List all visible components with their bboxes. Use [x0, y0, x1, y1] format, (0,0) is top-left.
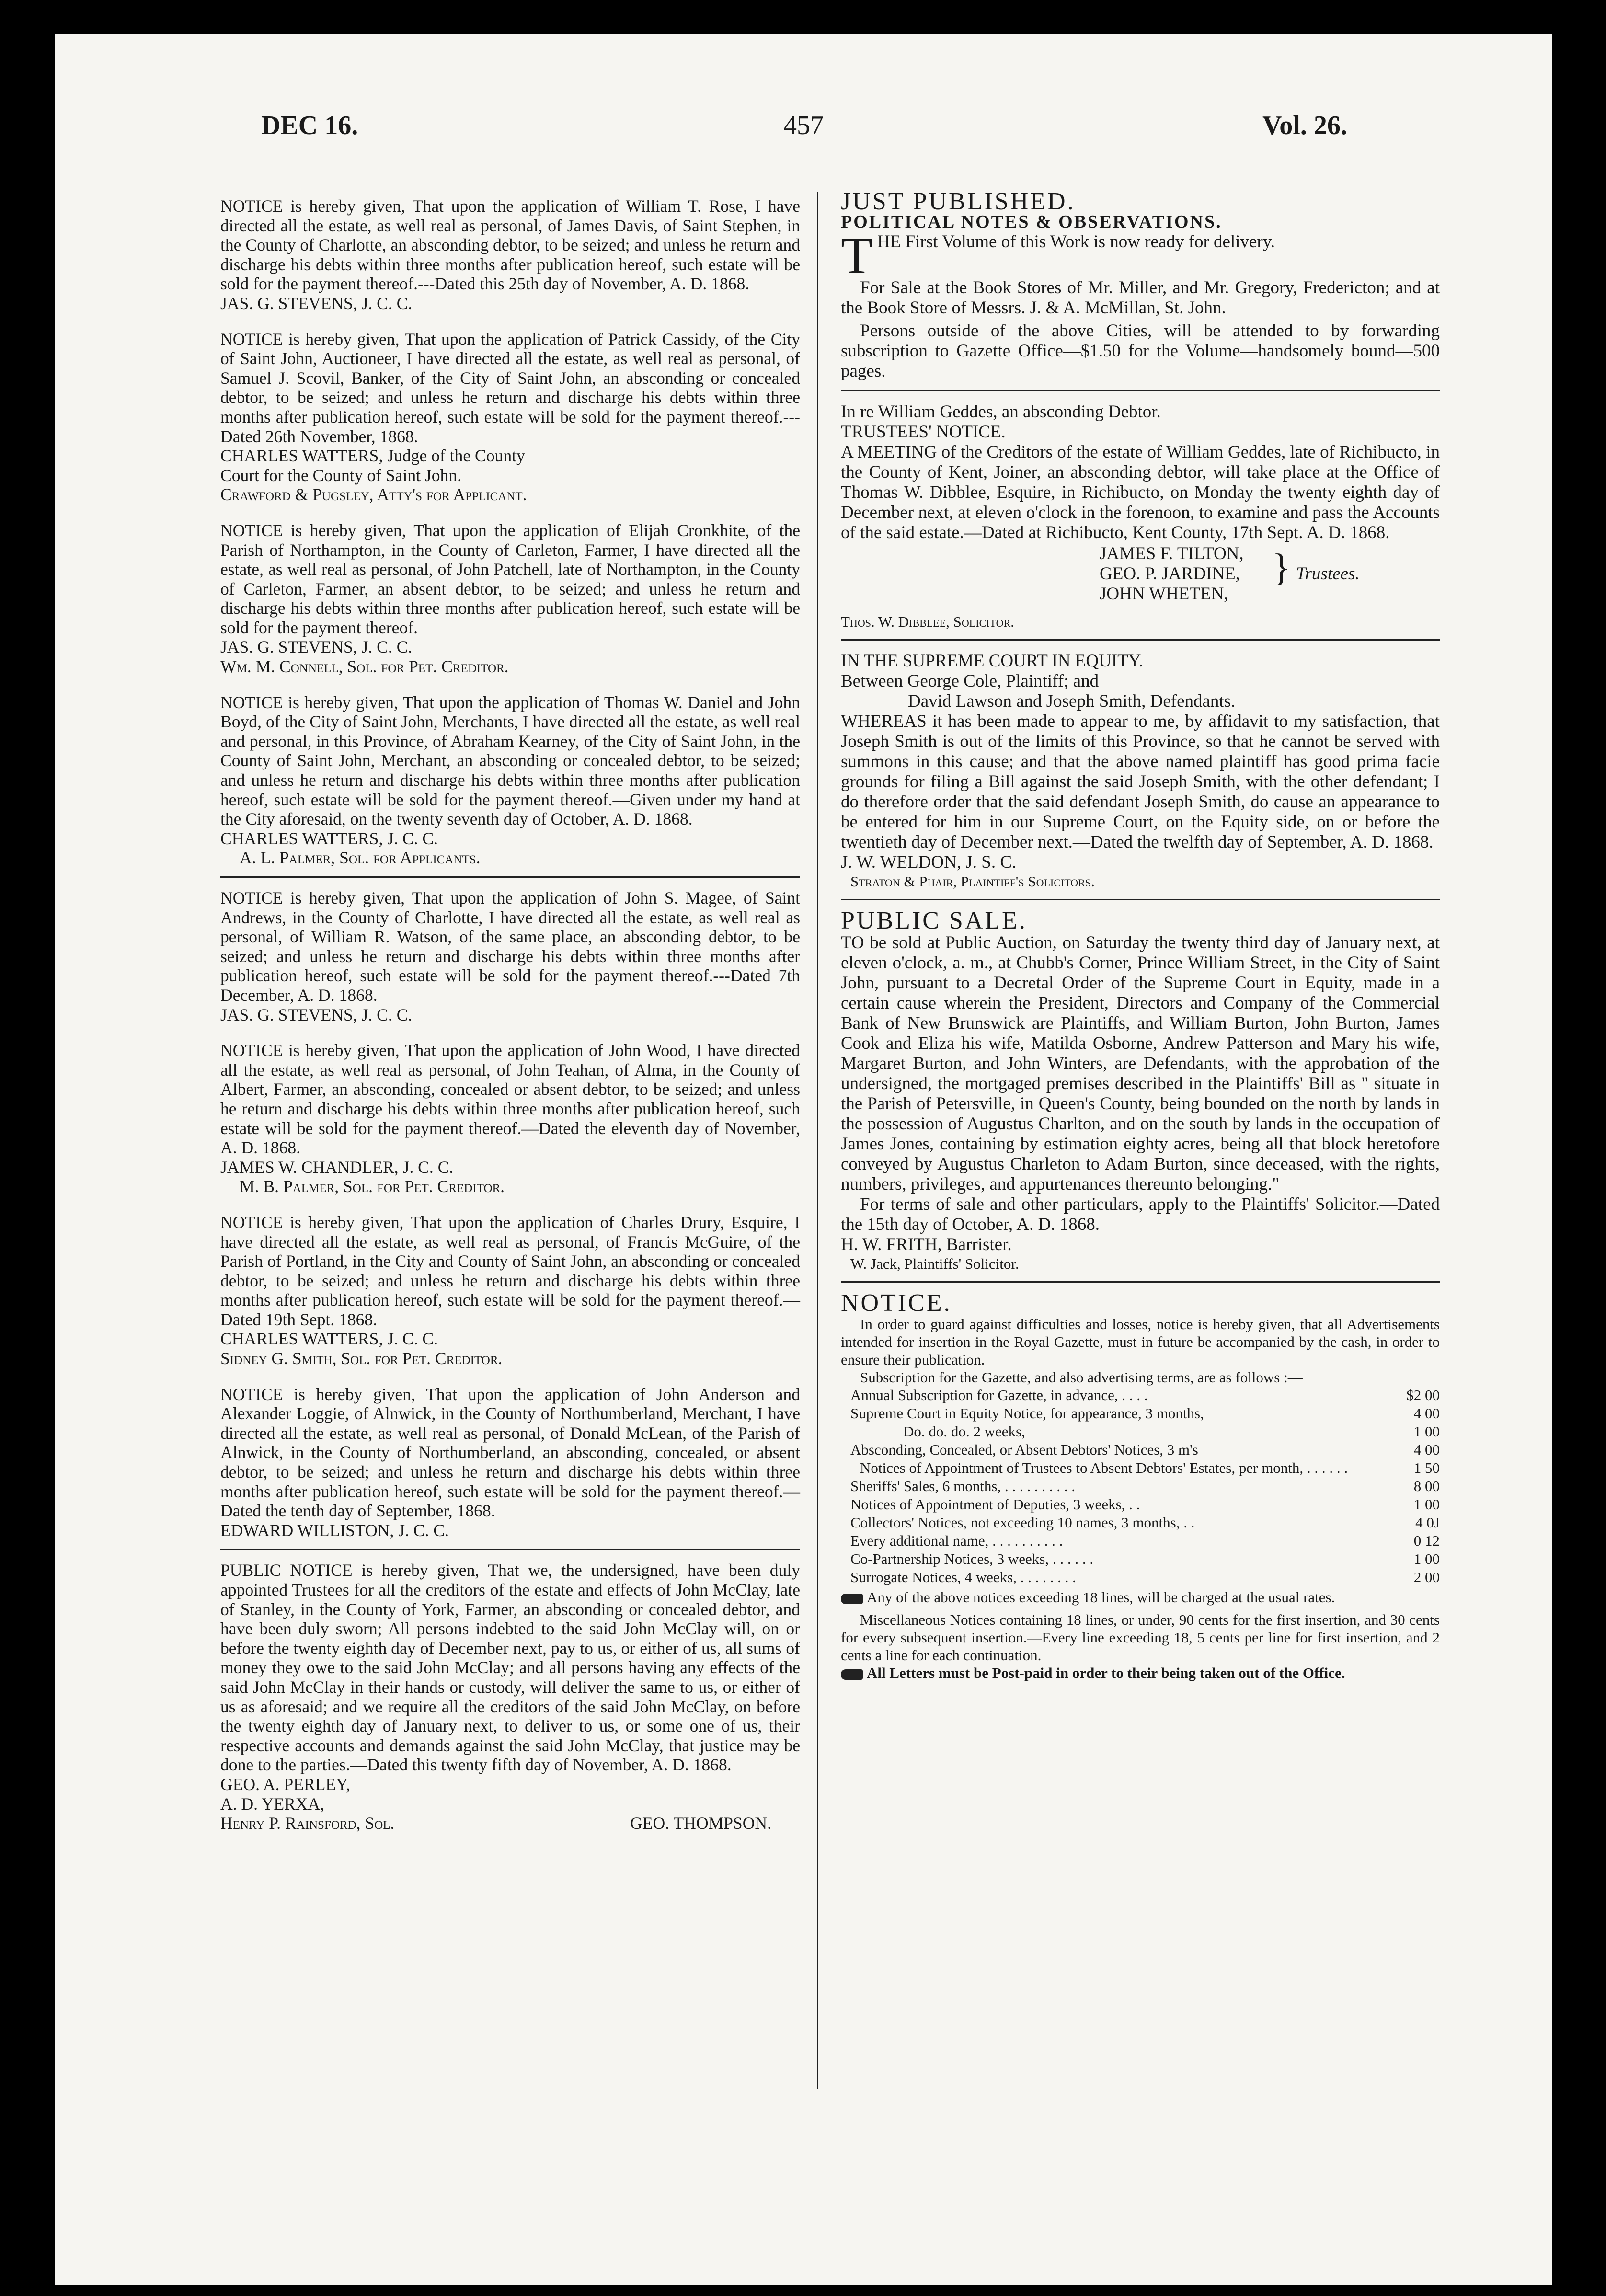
notice-heading: PUBLIC SALE.: [841, 907, 1027, 934]
notice-heading: IN THE SUPREME COURT IN EQUITY.: [841, 651, 1143, 671]
notice-solicitor: M. B. Palmer, Sol. for Pet. Creditor.: [240, 1177, 505, 1196]
notice-signature: CHARLES WATTERS, J. C. C.: [220, 828, 438, 848]
trustee-name: GEO. THOMPSON.: [630, 1814, 771, 1833]
rate-amount: 4 00: [1413, 1441, 1440, 1458]
notice-text: In order to guard against difficulties and losses, notice is hereby given, that all Advertisements intended for insertion in the Royal Gazette, must in future be accompanied by the cash, in order to ensure their publication.: [841, 1316, 1440, 1368]
notice-text: NOTICE is hereby given, That upon the application of Thomas W. Daniel and John Boyd, of the City of Saint John, Merchants, I have directed all the estate, as well real and personal, in this Province, of Abraham Kearney, of the City of Saint John, in the County of Saint John, Merchant, an absconding or concealed debtor, to be seized; and unless he return and discharge his debts within three months after publication hereof, such estate will be sold for the payment thereof.—Given under my hand at the City aforesaid, on the twenty seventh day of October, A. D. 1868.: [220, 692, 800, 829]
notice-text: NOTICE is hereby given, That upon the application of John Anderson and Alexander Loggie, of Alnwick, in the County of Northumberland, Merchant, I have directed all the estate, as well real as personal, of Donald McLean, of the Parish of Alnwick, in the County of Northumberland, an absconding, concealed, or absent debtor, to be seized; and unless he return and discharge his debts within three months after publication hereof, such estate will be sold for the payment thereof.—Dated the tenth day of September, 1868.: [220, 1384, 800, 1521]
rate-label: Notices of Appointment of Deputies, 3 weeks, . .: [850, 1496, 1140, 1513]
notice-davis: [220, 196, 800, 313]
notice-parties: Between George Cole, Plaintiff; and: [841, 671, 1099, 691]
notice-caption: In re William Geddes, an absconding Debtor.: [841, 402, 1161, 422]
rate-label: Do. do. do. 2 weeks,: [903, 1423, 1025, 1440]
notice-signature: H. W. FRITH, Barrister.: [841, 1235, 1012, 1254]
notice-signature: J. W. WELDON, J. S. C.: [841, 852, 1017, 872]
rate-amount: 8 00: [1413, 1478, 1440, 1494]
equity-notice: [841, 651, 1440, 890]
notice-text: NOTICE is hereby given, That upon the application of Charles Drury, Esquire, I have directed all the estate, as well real as personal, of Francis McGuire, of the Parish of Portland, in the City and County of Saint John, an absconding or concealed debtor, to be seized; and unless he return and discharge his debts within three months after publication hereof, such estate will be sold for the payment thereof.—Dated 19th Sept. 1868.: [220, 1212, 800, 1329]
ad-text: HE First Volume of this Work is now ready for delivery.: [877, 232, 1275, 252]
rate-label: Absconding, Concealed, or Absent Debtors' Notices, 3 m's: [850, 1441, 1198, 1458]
rate-label: Surrogate Notices, 4 weeks, . . . . . . . .: [850, 1569, 1076, 1585]
rate-amount: $2 00: [1406, 1387, 1440, 1403]
pointing-hand-icon: [841, 1669, 863, 1680]
trustee-name: JOHN WHETEN,: [1100, 584, 1228, 604]
rate-label: Co-Partnership Notices, 3 weeks, . . . . . .: [850, 1550, 1094, 1567]
page-number: 457: [783, 111, 824, 140]
notice-text: NOTICE is hereby given, That upon the application of William T. Rose, I have directed all the estate, as well real as personal, of James Davis, of Saint Stephen, in the County of Charlotte, an absconding debtor, to be seized; and unless he return and discharge his debts within three months after publication hereof, such estate will be sold for the payment thereof.---Dated this 25th day of November, A. D. 1868.: [220, 196, 800, 294]
rate-row: [841, 1386, 1440, 1404]
just-published-ad: [841, 188, 1440, 381]
rate-amount: 1 00: [1413, 1496, 1440, 1513]
notice-teahan: [220, 1041, 800, 1196]
notice-solicitor: Crawford & Pugsley, Atty's for Applicant.: [220, 485, 527, 505]
brace-icon: }: [1272, 547, 1291, 589]
rate-amount: 4 00: [1413, 1405, 1440, 1422]
gazette-terms-notice: [841, 1289, 1440, 1682]
notice-mcclay: [220, 1561, 800, 1833]
right-column: [841, 188, 1440, 1682]
issue-date: DEC 16.: [261, 111, 358, 140]
trustee-name: GEO. A. PERLEY,: [220, 1774, 351, 1794]
notice-text: TO be sold at Public Auction, on Saturday the twenty third day of January next, at eleven o'clock, a. m., at Chubb's Corner, Prince William Street, in the City of Saint John, pursuant to a Decretal Order of the Supreme Court in Equity, made in a certain cause wherein the President, Directors and Company of the Commercial Bank of New Brunswick are Plaintiffs, and William Burton, John Burton, James Cook and Eliza his wife, Matilda Osborne, Andrew Patterson and Mary his wife, Margaret Burton, and John Winters, are Defendants, with the approbation of the undersigned, the mortgaged premises described in the Plaintiffs' Bill as " situate in the Parish of Petersville, in Queen's County, being bounded on the north by lands in the possession of Augustus Charlton, and on the south by lands in the occupation of James Jones, containing by estimation eighty acres, being all that block heretofore conveyed by Augustus Charleton to Adam Burton, since deceased, with the rights, numbers, privileges, and appurtenances thereunto belonging.": [841, 933, 1440, 1194]
rate-amount: 1 00: [1413, 1550, 1440, 1567]
notice-text: PUBLIC NOTICE is hereby given, That we, the undersigned, have been duly appointed Trustees for all the creditors of the estate and effects of John McClay, late of Stanley, in the County of York, Farmer, an absconding or concealed debtor, and have been duly sworn; All persons indebted to the said John McClay will, on or before the twenty eighth day of December next, pay to us, or either of us, all sums of money they owe to the said John McClay; and all persons having any effects of the said John McClay in their hands or custody, will deliver the same to us, or either of us as aforesaid; and we require all the creditors of the said John McClay, on before the twenty eighth day of January next, to deliver to us, or some one of us, their respective accounts and demands against the said John McClay, that justice may be done to the parties.—Dated this twenty fifth day of November, A. D. 1868.: [220, 1561, 800, 1775]
notice-text: Any of the above notices exceeding 18 lines, will be charged at the usual rates.: [867, 1589, 1335, 1606]
notice-text: WHEREAS it has been made to appear to me, by affidavit to my satisfaction, that Joseph Smith is out of the limits of this Province, so that he cannot be served with summons in this cause; and that the above named plaintiff has good prima facie grounds for filing a Bill against the said Joseph Smith, with the other defendant; I do therefore order that the said defendant Joseph Smith, do cause an appearance to be entered for him in our Supreme Court, on the Equity side, on or before the twentieth day of December next.—Dated the twelfth day of September, A. D. 1868.: [841, 712, 1440, 852]
rate-row: [841, 1404, 1440, 1423]
notice-text: Miscellaneous Notices containing 18 lines, or under, 90 cents for the first insertion, and 30 cents for every subsequent insertion.—Every line exceeding 18, 5 cents per line for first insertion, and 2 cents a line for each continuation.: [841, 1611, 1440, 1664]
rate-amount: 0 12: [1413, 1532, 1440, 1549]
notice-text: Subscription for the Gazette, and also advertising terms, are as follows :—: [860, 1369, 1303, 1386]
notice-text: All Letters must be Post-paid in order to their being taken out of the Office.: [867, 1665, 1345, 1681]
notice-patchell: [220, 521, 800, 677]
rate-row: [841, 1495, 1440, 1514]
public-sale-notice: [841, 907, 1440, 1273]
rate-amount: 2 00: [1413, 1569, 1440, 1585]
rate-amount: 1 00: [1413, 1423, 1440, 1440]
trustee-name: GEO. P. JARDINE,: [1100, 564, 1240, 584]
notice-text: NOTICE is hereby given, That upon the application of John Wood, I have directed all the estate, as well real as personal, of John Teahan, of Alma, in the County of Albert, Farmer, an absconding, concealed or absent debtor, to be seized; and unless he return and discharge his debts within three months after publication hereof, such estate will be sold for the payment thereof.—Dated the eleventh day of November, A. D. 1868.: [220, 1041, 800, 1158]
rate-label: Sheriffs' Sales, 6 months, . . . . . . . . . .: [850, 1478, 1076, 1494]
notice-heading: NOTICE.: [841, 1289, 952, 1317]
notice-solicitor: W. Jack, Plaintiffs' Solicitor.: [850, 1255, 1019, 1272]
gazette-page: [55, 34, 1552, 2285]
left-column: [220, 196, 800, 1833]
rate-row: [841, 1423, 1440, 1441]
notice-solicitor: Sidney G. Smith, Sol. for Pet. Creditor.: [220, 1349, 503, 1368]
trustees-label: Trustees.: [1296, 564, 1360, 584]
rate-label: Notices of Appointment of Trustees to Absent Debtors' Estates, per month, . . . . . .: [860, 1459, 1348, 1476]
notice-signature: JAS. G. STEVENS, J. C. C.: [220, 1005, 413, 1024]
rate-amount: 1 50: [1413, 1459, 1440, 1476]
drop-cap: T: [841, 228, 872, 285]
notice-text: NOTICE is hereby given, That upon the application of Elijah Cronkhite, of the Parish of Northampton, in the County of Carleton, Farmer, I have directed all the estate, as well real as personal, of John Patchell, late of Northampton, in the County of Carleton, Farmer, an absent debtor, to be seized; and unless he return and discharge his debts within three months after publication hereof, such estate will be sold for the payment thereof.: [220, 520, 800, 637]
section-heading: JUST PUBLISHED.: [841, 188, 1076, 215]
rate-label: Supreme Court in Equity Notice, for appearance, 3 months,: [850, 1405, 1204, 1422]
notice-parties: David Lawson and Joseph Smith, Defendants.: [908, 691, 1236, 711]
notice-mclean: [220, 1385, 800, 1540]
rates-table: [841, 1386, 1440, 1586]
notice-signature: JAMES W. CHANDLER, J. C. C.: [220, 1157, 454, 1177]
rate-row: [841, 1459, 1440, 1477]
notice-text: NOTICE is hereby given, That upon the application of Patrick Cassidy, of the City of Saint John, Auctioneer, I have directed all the estate, as well real as personal, of Samuel J. Scovil, Banker, of the City of Saint John, an absconding or concealed debtor, to be seized; and unless he return and discharge his debts within three months after publication hereof, such estate will be sold for the payment thereof.---Dated 26th November, 1868.: [220, 329, 800, 446]
rate-row: [841, 1441, 1440, 1459]
notice-text: A MEETING of the Creditors of the estate of William Geddes, late of Richibucto, in the County of Kent, Joiner, an absconding debtor, will take place at the Office of Thomas W. Dibblee, Esquire, in Richibucto, on Monday the twenty eighth day of December next, at eleven o'clock in the forenoon, to examine and pass the Accounts of the said estate.—Dated at Richibucto, Kent County, 17th Sept. A. D. 1868.: [841, 442, 1440, 542]
notice-solicitor: Wm. M. Connell, Sol. for Pet. Creditor.: [220, 657, 509, 677]
trustee-name: A. D. YERXA,: [220, 1794, 325, 1814]
notice-heading: TRUSTEES' NOTICE.: [841, 422, 1006, 442]
rate-label: Collectors' Notices, not exceeding 10 names, 3 months, . .: [850, 1514, 1195, 1531]
notice-signature: JAS. G. STEVENS, J. C. C.: [220, 293, 413, 313]
rate-row: [841, 1514, 1440, 1532]
rate-amount: 4 0J: [1415, 1514, 1440, 1531]
notice-watson: [220, 888, 800, 1024]
book-title: POLITICAL NOTES & OBSERVATIONS.: [841, 212, 1222, 232]
notice-signature-line-2: Court for the County of Saint John.: [220, 465, 462, 485]
rate-label: Annual Subscription for Gazette, in advance, . . . .: [850, 1387, 1148, 1403]
trustee-name: JAMES F. TILTON,: [1100, 544, 1244, 563]
geddes-trustees-notice: [841, 402, 1440, 631]
notice-solicitor: Henry P. Rainsford, Sol.: [220, 1814, 395, 1833]
pointing-hand-icon: [841, 1594, 863, 1604]
ad-text: For Sale at the Book Stores of Mr. Miller, and Mr. Gregory, Fredericton; and at the Book Store of Messrs. J. & A. McMillan, St. John.: [841, 278, 1440, 318]
notice-signature: EDWARD WILLISTON, J. C. C.: [220, 1520, 449, 1540]
notice-scovil: [220, 330, 800, 505]
notice-signature: JAS. G. STEVENS, J. C. C.: [220, 637, 413, 657]
notice-solicitor: A. L. Palmer, Sol. for Applicants.: [240, 848, 481, 868]
rate-row: [841, 1550, 1440, 1568]
volume-number: Vol. 26.: [1262, 111, 1347, 140]
notice-text: NOTICE is hereby given, That upon the application of John S. Magee, of Saint Andrews, in the County of Charlotte, I have directed all the estate, as well real as personal, of William R. Watson, of the same place, an absconding debtor, to be seized; and unless he return and discharge his debts within three months after publication hereof, such estate will be sold for the payment thereof.---Dated 7th December, A. D. 1868.: [220, 888, 800, 1005]
notice-solicitor: Thos. W. Dibblee, Solicitor.: [841, 613, 1014, 630]
rate-row: [841, 1477, 1440, 1495]
ad-text: Persons outside of the above Cities, will be attended to by forwarding subscription to Gazette Office—$1.50 for the Volume—handsomely bound—500 pages.: [841, 321, 1440, 381]
column-divider: [817, 192, 818, 2089]
notice-signature: CHARLES WATTERS, Judge of the County: [220, 446, 525, 466]
notice-solicitor: Straton & Phair, Plaintiff's Solicitors.: [850, 873, 1095, 890]
notice-signature: CHARLES WATTERS, J. C. C.: [220, 1329, 438, 1349]
notice-kearney: [220, 693, 800, 868]
notice-mcguire: [220, 1213, 800, 1368]
rate-label: Every additional name, . . . . . . . . . .: [850, 1532, 1063, 1549]
rate-row: [841, 1532, 1440, 1550]
rate-row: [841, 1568, 1440, 1586]
notice-terms: For terms of sale and other particulars, apply to the Plaintiffs' Solicitor.—Dated the 15th day of October, A. D. 1868.: [841, 1194, 1440, 1234]
